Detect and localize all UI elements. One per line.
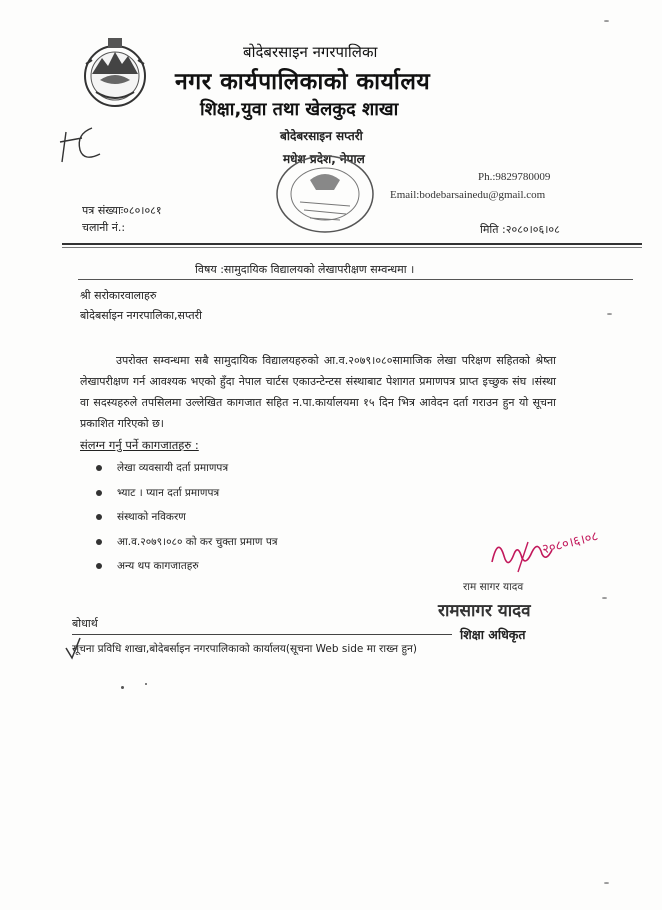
margin-initials-icon (52, 112, 112, 172)
cc-label: बोधार्थ (72, 617, 98, 630)
scan-speck (604, 882, 609, 884)
bullet-icon (96, 514, 102, 520)
municipality-name: बोदेबरसाइन नगरपालिका (243, 43, 378, 61)
scan-speck (145, 683, 147, 685)
office-name: नगर कार्यपालिकाको कार्यालय (175, 69, 431, 95)
dispatch-number: चलानी नं.: (82, 221, 126, 234)
bullet-icon (96, 563, 102, 569)
signatory-name: राम सागर यादव (463, 581, 524, 593)
bullet-icon (96, 539, 102, 545)
list-item: अन्य थप कागजातहरु (96, 559, 278, 584)
subject-divider (78, 279, 633, 280)
signature-date: २०८०।६।०८ (540, 529, 600, 558)
scan-speck (607, 313, 612, 315)
email-address: Email:bodebarsainedu@gmail.com (390, 189, 546, 201)
office-province: मधेश प्रदेश, नेपाल (283, 152, 365, 166)
attachments-list (96, 461, 278, 584)
subject-line: विषय :सामुदायिक विद्यालयको लेखापरीक्षण सम्वन्धमा । (195, 263, 415, 276)
phone-number: Ph.:9829780009 (478, 171, 551, 183)
header-divider-thin (62, 247, 642, 248)
scan-speck (604, 20, 609, 22)
cc-note: सूचना प्रविधि शाखा,बोदेबर्साइन नगरपालिकाको कार्यालय(सूचना Web side मा राख्न हुन) (72, 643, 417, 655)
letter-number: पत्र संख्याः०८०।०८१ (82, 204, 162, 217)
checkmark-icon (64, 636, 82, 660)
bullet-icon (96, 490, 102, 496)
office-place: बोदेबरसाइन सप्तरी (280, 129, 363, 143)
body-paragraph (80, 350, 556, 434)
list-item: आ.व.२०७९।०८० को कर चुक्ता प्रमाण पत्र (96, 535, 278, 560)
list-item: भ्याट । प्यान दर्ता प्रमाणपत्र (96, 486, 278, 511)
recipient-line-2: बोदेबर्साइन नगरपालिका,सप्तरी (80, 309, 202, 322)
header-divider (62, 243, 642, 245)
attachments-heading: संलग्न गर्नु पर्ने कागजातहरु : (80, 438, 199, 452)
letter-date: मिति :२०८०।०६।०८ (480, 223, 560, 236)
list-item: लेखा व्यवसायी दर्ता प्रमाणपत्र (96, 461, 278, 486)
office-stamp-icon (270, 150, 380, 238)
recipient-line-1: श्री सरोकारवालाहरु (80, 289, 157, 302)
bullet-icon (96, 465, 102, 471)
signatory-title: शिक्षा अधिकृत (460, 627, 526, 642)
body-text: उपरोक्त सम्वन्धमा सबै सामुदायिक विद्यालयहरुको आ.व.२०७९।०८०सामाजिक लेखा परिक्षण सहितको श्रेष्ता लेखापरीक्षण गर्न आवश्यक भएको हुँदा नेपाल चार्टस एकाउन्टेन्टस संस्थाबाट पेशागत प्रमाणपत्र प्राप्त इच्छुक संघ ।संस्था वा सदस्यहरुले तपसिलमा उल्लेखित कागजात सहित न.पा.कार्यालयमा १५ दिन भित्र आवेदन दर्ता गराउन हुन यो सूचना प्रकाशित गरिएको छ। (80, 354, 556, 430)
scan-speck (121, 686, 124, 689)
signatory-stamp: रामसागर यादव (438, 601, 531, 621)
list-item: संस्थाको नविकरण (96, 510, 278, 535)
nepal-emblem-icon (78, 34, 152, 112)
branch-name: शिक्षा,युवा तथा खेलकुद शाखा (200, 99, 399, 120)
cc-underline (72, 634, 452, 635)
scan-speck (602, 597, 607, 599)
